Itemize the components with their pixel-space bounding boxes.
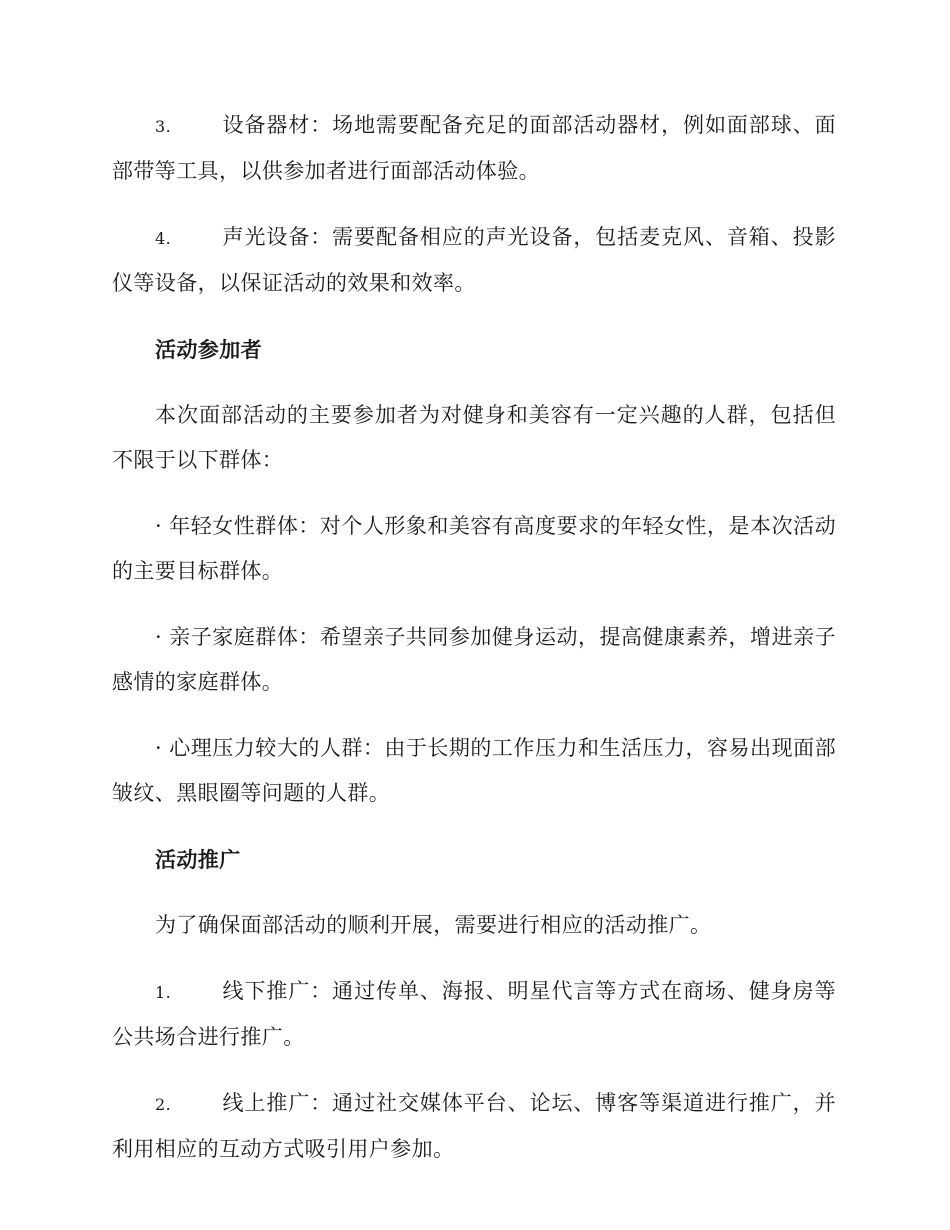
section-heading-promotion: 活动推广: [155, 847, 241, 872]
body-paragraph: 为了确保面部活动的顺利开展，需要进行相应的活动推广。: [155, 913, 712, 937]
list-number: 2.: [155, 1095, 172, 1114]
item-text: 声光设备：需要配备相应的声光设备，包括麦克风、音箱、投影仪等设备，以保证活动的效果和效率。: [112, 225, 836, 295]
list-number: 4.: [155, 229, 172, 248]
section-heading-participants: 活动参加者: [155, 337, 262, 362]
document-body: [112, 103, 836, 1193]
numbered-item-offline: [112, 969, 836, 1060]
bullet-item-families: · 亲子家庭群体：希望亲子共同参加健身运动，提高健康素养，增进亲子感情的家庭群体。: [112, 625, 836, 694]
item-text: 线下推广：通过传单、海报、明星代言等方式在商场、健身房等公共场合进行推广。: [112, 979, 836, 1049]
bullet-item-young-women: · 年轻女性群体：对个人形象和美容有高度要求的年轻女性，是本次活动的主要目标群体。: [112, 514, 836, 583]
list-number: 3.: [155, 117, 172, 136]
item-text: 线上推广：通过社交媒体平台、论坛、博客等渠道进行推广，并利用相应的互动方式吸引用户参加。: [112, 1091, 836, 1161]
bullet-item-stressed-people: · 心理压力较大的人群：由于长期的工作压力和生活压力，容易出现面部皱纹、黑眼圈等问题的人群。: [112, 736, 836, 805]
body-paragraph: 本次面部活动的主要参加者为对健身和美容有一定兴趣的人群，包括但不限于以下群体：: [112, 403, 836, 472]
list-number: 1.: [155, 983, 172, 1002]
numbered-item-av-equipment: [112, 215, 836, 306]
numbered-item-online: [112, 1081, 836, 1172]
numbered-item-equipment: [112, 103, 836, 194]
item-text: 设备器材：场地需要配备充足的面部活动器材，例如面部球、面部带等工具，以供参加者进行面部活动体验。: [112, 113, 836, 183]
